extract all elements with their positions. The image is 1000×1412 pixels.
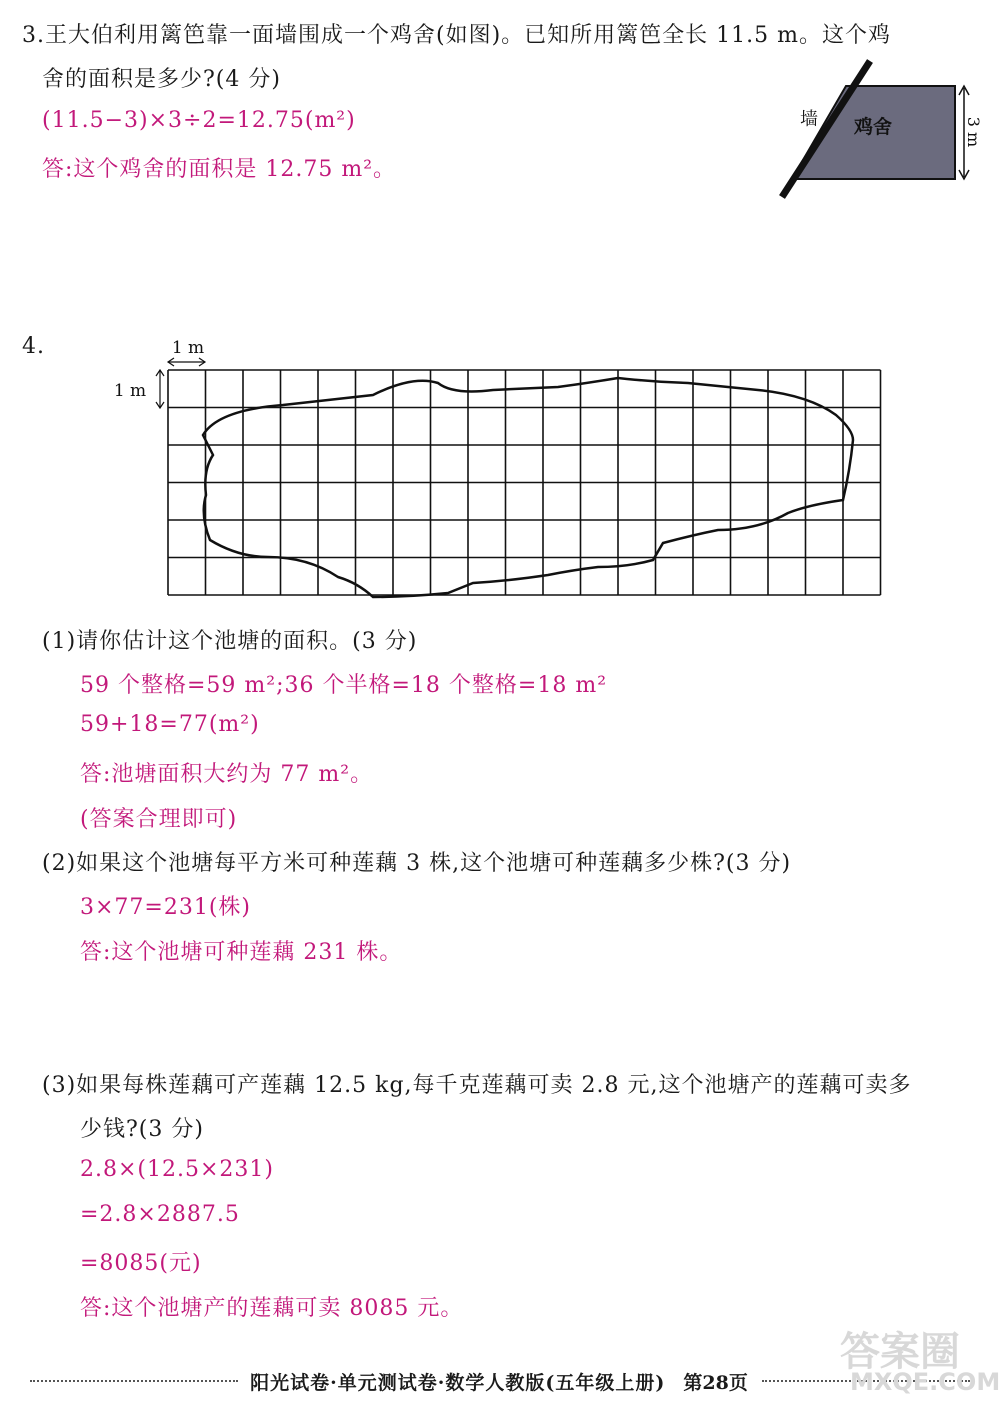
q4-part3-question-line1: (3)如果每株莲藕可产莲藕 12.5 kg,每千克莲藕可卖 2.8 元,这个池塘产的莲藕可卖多 — [42, 1073, 912, 1098]
q4-part3-question-line2: 少钱?(3 分) — [80, 1117, 204, 1142]
page-footer — [30, 1366, 970, 1396]
pond-outline — [203, 378, 853, 597]
coop-label: 鸡舍 — [854, 116, 893, 138]
q4-part2-question: (2)如果这个池塘每平方米可种莲藕 3 株,这个池塘可种莲藕多少株?(3 分) — [42, 851, 792, 876]
q4-number: 4. — [22, 334, 45, 359]
unit-height-label: 1 m — [113, 381, 147, 401]
q4-part2-calc: 3×77=231(株) — [80, 895, 252, 920]
q3-question-line2: 舍的面积是多少?(4 分) — [42, 67, 281, 92]
q4-part1-question: (1)请你估计这个池塘的面积。(3 分) — [42, 629, 418, 654]
watermark-url: MXQE.COM — [850, 1368, 1000, 1396]
unit-width-label: 1 m — [171, 338, 205, 358]
q4-part2-answer: 答:这个池塘可种莲藕 231 株。 — [80, 940, 403, 965]
q4-part3-calc1: 2.8×(12.5×231) — [80, 1157, 274, 1182]
square-grid — [168, 370, 881, 595]
q4-part1-answer: 答:池塘面积大约为 77 m²。 — [80, 762, 374, 787]
height-label: 3 m — [964, 116, 983, 148]
pond-grid-figure — [108, 335, 888, 605]
q3-answer: 答:这个鸡舍的面积是 12.75 m²。 — [42, 157, 397, 182]
q4-part1-note: (答案合理即可) — [80, 807, 238, 832]
watermark — [840, 1320, 1000, 1400]
q3-question-line1: 3.王大伯利用篱笆靠一面墙围成一个鸡舍(如图)。已知所用篱笆全长 11.5 m。这个鸡 — [22, 23, 891, 48]
q4-part3-answer: 答:这个池塘产的莲藕可卖 8085 元。 — [80, 1296, 464, 1321]
q4-part3-calc2: =2.8×2887.5 — [80, 1202, 240, 1227]
q4-part1-calc2: 59+18=77(m²) — [80, 712, 260, 737]
footer-title: 阳光试卷·单元测试卷·数学人教版(五年级上册) — [250, 1371, 666, 1394]
q3-calculation: (11.5−3)×3÷2=12.75(m²) — [42, 108, 356, 133]
footer-dots-left — [30, 1380, 238, 1382]
wall-label: 墙 — [800, 109, 818, 130]
coop-diagram — [770, 55, 983, 215]
watermark-logo: 答案圈 — [840, 1329, 960, 1375]
footer-page-number: 第28页 — [683, 1371, 748, 1394]
q4-part3-calc3: =8085(元) — [80, 1251, 202, 1276]
q4-part1-calc1: 59 个整格=59 m²;36 个半格=18 个整格=18 m² — [80, 673, 608, 698]
